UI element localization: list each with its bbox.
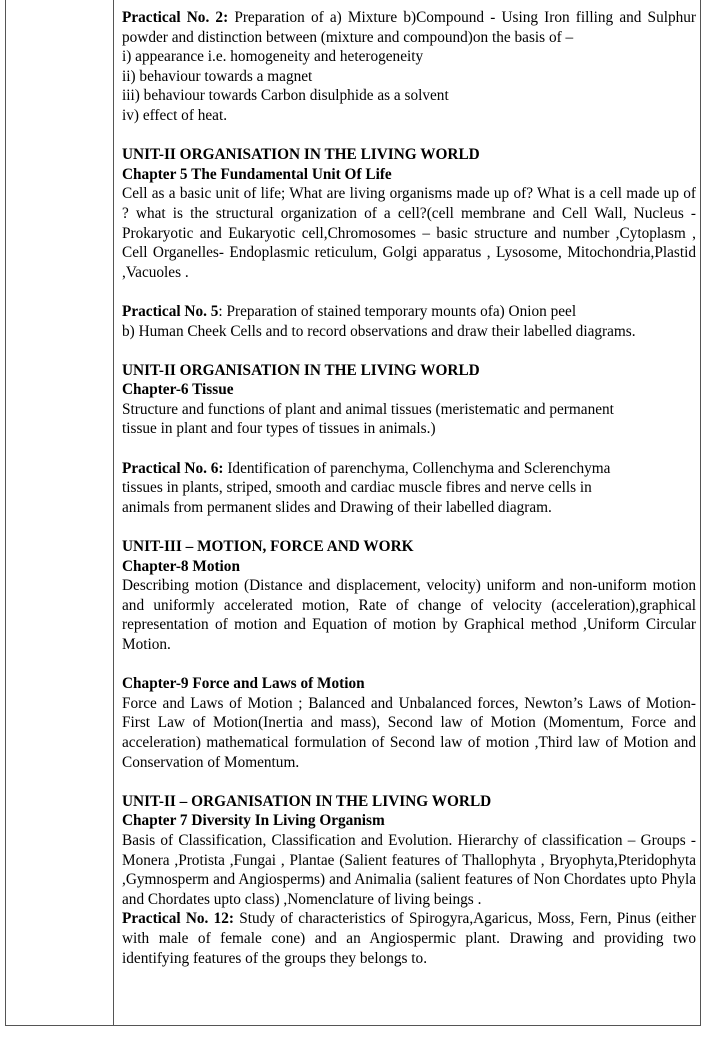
practical-5-label: Practical No. 5 <box>122 302 219 320</box>
practical-2-item-2: ii) behaviour towards a magnet <box>122 67 313 85</box>
practical-2-item-4: iv) effect of heat. <box>122 106 228 124</box>
unit-heading: UNIT-II – ORGANISATION IN THE LIVING WORLD <box>122 792 492 810</box>
practical-2-label: Practical No. 2: <box>122 9 229 26</box>
chapter-body: Describing motion (Distance and displacement, velocity) uniform and non-uniform motion and uniformly accelerated motion, Rate of change of velocity (acceleration),graphical representation of motion and Equation of motion by Graphical method ,Uniform Circular Motion. <box>122 577 696 653</box>
syllabus-content <box>122 8 696 968</box>
practical-12-paragraph <box>122 909 696 968</box>
unit-heading: UNIT-II ORGANISATION IN THE LIVING WORLD <box>122 146 480 164</box>
practical-12-text: Study of characteristics of Spirogyra,Agaricus, Moss, Fern, Pinus (either with male of female cone) and an Angiospermic plant. Drawing and providing two identifying features of the groups they belongs to. <box>122 910 696 967</box>
syllabus-table <box>5 0 701 1026</box>
chapter-heading: Chapter 5 The Fundamental Unit Of Life <box>122 165 392 183</box>
practical-6-paragraph <box>122 459 696 479</box>
chapter-heading: Chapter 7 Diversity In Living Organism <box>122 812 385 830</box>
practical-6-line-1: Identification of parenchyma, Collenchyma and Sclerenchyma <box>223 459 611 477</box>
chapter-body: Basis of Classification, Classification and Evolution. Hierarchy of classification – Groups -Monera ,Protista ,Fungai , Plantae (Salient features of Thallophyta , Bryophyta,Pteridophyta ,Gymnosperm and Angiosperms) and Animalia (salient features of Non Chordates upto Phyla and Chordates upto class) ,Nomenclature of living beings . <box>122 831 696 908</box>
unit-heading: UNIT-III – MOTION, FORCE AND WORK <box>122 538 414 556</box>
practical-2-paragraph <box>122 8 696 47</box>
unit-heading: UNIT-II ORGANISATION IN THE LIVING WORLD <box>122 361 480 379</box>
chapter-body: Cell as a basic unit of life; What are living organisms made up of? What is a cell made up of ? what is the structural organization of a cell?(cell membrane and Cell Wall, Nucleus -Prokaryotic and Eukaryotic cell,Chromosomes – basic structure and number ,Cytoplasm , Cell Organelles- Endoplasmic reticulum, Golgi apparatus , Lysosome, Mitochondria,Plastid ,Vacuoles . <box>122 185 696 281</box>
practical-12-label: Practical No. 12: <box>122 910 235 928</box>
left-column <box>6 0 114 1025</box>
practical-2-item-3: iii) behaviour towards Carbon disulphide as a solvent <box>122 87 449 105</box>
chapter-body: Force and Laws of Motion ; Balanced and Unbalanced forces, Newton’s Laws of Motion- First Law of Motion(Inertia and mass), Second law of Motion (Momentum, Force and acceleration) mathematical formulation of Second law of motion ,Third law of Motion and Conservation of Momentum. <box>122 694 696 771</box>
practical-2-text: Preparation of a) Mixture b)Compound - Using Iron filling and Sulphur powder and distinction between (mixture and compound)on the basis of – <box>122 9 697 46</box>
practical-5-line-2: b) Human Cheek Cells and to record observations and draw their labelled diagrams. <box>122 322 636 340</box>
chapter-heading: Chapter-8 Motion <box>122 557 240 575</box>
practical-6-line-2: tissues in plants, striped, smooth and cardiac muscle fibres and nerve cells in <box>122 479 592 497</box>
practical-5-line-1: : Preparation of stained temporary mounts ofa) Onion peel <box>218 302 577 320</box>
chapter-body-line-1: Structure and functions of plant and animal tissues (meristematic and permanent <box>122 400 614 418</box>
practical-2-item-1: i) appearance i.e. homogeneity and heterogeneity <box>122 48 424 66</box>
practical-6-line-3: animals from permanent slides and Drawing of their labelled diagram. <box>122 498 552 516</box>
practical-5-paragraph <box>122 302 696 322</box>
chapter-body-line-2: tissue in plant and four types of tissues in animals.) <box>122 420 436 438</box>
chapter-heading: Chapter-6 Tissue <box>122 381 234 399</box>
chapter-heading: Chapter-9 Force and Laws of Motion <box>122 675 365 693</box>
practical-6-label: Practical No. 6: <box>122 459 224 477</box>
